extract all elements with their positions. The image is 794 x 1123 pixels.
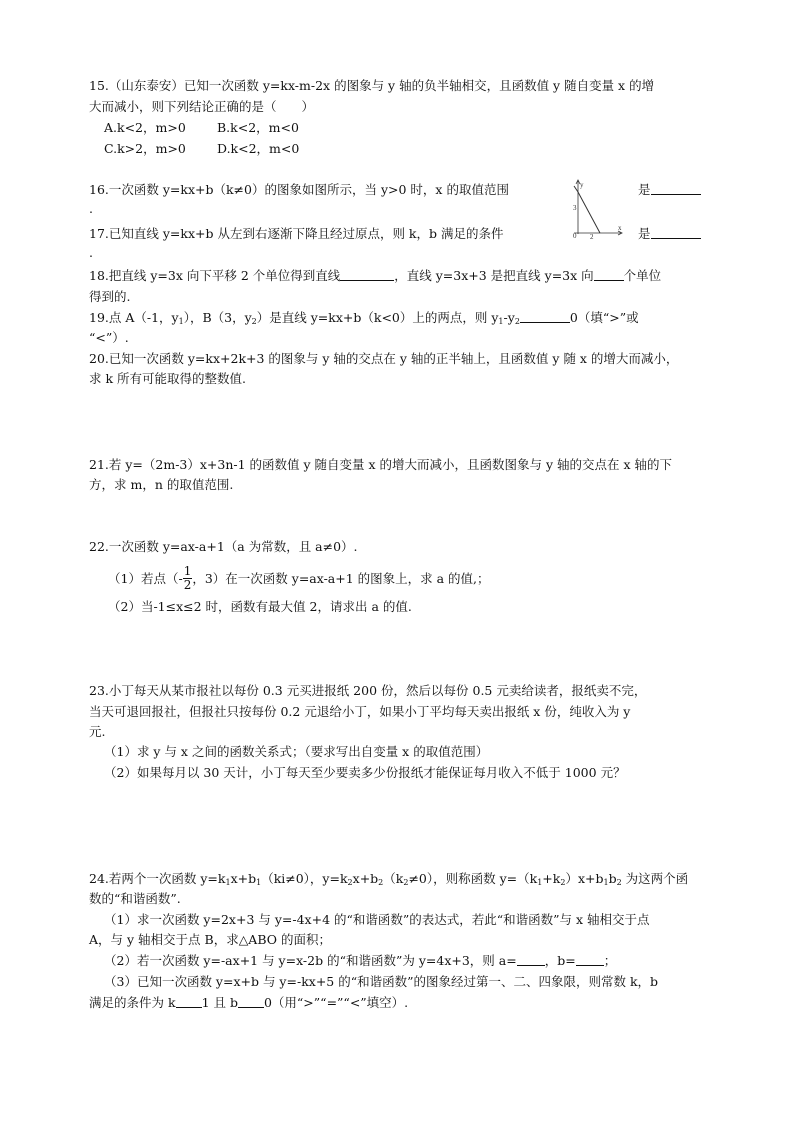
graph-x-intercept-label: 2: [590, 233, 594, 240]
q15-line2: 大而减小，则下列结论正确的是（ ）: [89, 99, 315, 114]
q18-blank-2: [594, 268, 624, 281]
graph-y-label: y: [580, 181, 584, 189]
q16-dot: .: [89, 201, 93, 216]
q20-line2: 求 k 所有可能取得的整数值.: [89, 371, 246, 386]
q24-line1: 24.若两个一次函数 $y=k_1x+b_1(ki\ne 0)$，$y=k_2x+b_2(k_2\ne 0)$，则称函数 $y=(k_1+k_2)x+b_1b_2$ 为这两个函: [89, 871, 689, 887]
q22-part1: （1）若点（- $\frac{1}{2}$ ，3）在一次函数 y=ax-a+1 的图象上，求 a 的值,；: [108, 564, 490, 592]
graph-function-line: [578, 192, 600, 233]
q24-part1-line2: A，与 y 轴相交于点 B，求△ABO 的面积；: [89, 932, 331, 947]
q19-line1: 19.点 A（-1，$y_1$），B（3，$y_2$）是直线 y=kx+b（k<0）上的两点，则 $y_1-y_2$ 0（填“>”或: [89, 310, 639, 326]
q19-line2: “<”）.: [89, 330, 129, 345]
q23-line2: 当天可退回报社，但报社只按每份 0.2 元退给小丁，如果小丁平均每天卖出报纸 x 份，纯收入为 y: [89, 704, 631, 719]
graph-x-label: x: [618, 224, 622, 232]
q22-fraction: $\frac{1}{2}$: [183, 564, 192, 592]
q24-part3-line2: 满足的条件为 k 1 且 b 0（用“>”“=”“<”填空）.: [89, 995, 409, 1010]
q21-line1: 21.若 y=（2m-3）x+3n-1 的函数值 y 随自变量 x 的增大而减小，且函数图象与 y 轴的交点在 x 轴的下: [89, 457, 673, 472]
q22-line1: 22.一次函数 y=ax-a+1（a 为常数，且 a≠0）.: [89, 539, 358, 554]
graph-line-extension: [574, 186, 578, 192]
q20-line1: 20.已知一次函数 y=kx+2k+3 的图象与 y 轴的交点在 y 轴的正半轴上，且函数值 y 随 x 的增大而减小，: [89, 351, 679, 366]
q17-blank: [651, 226, 701, 239]
q24-part3-line1: （3）已知一次函数 y=x+b 与 y=-kx+5 的“和谐函数”的图象经过第一、二、四象限，则常数 k，b: [104, 974, 659, 989]
q24-blank-b-sign: [238, 995, 264, 1008]
q16-blank: [651, 182, 701, 195]
q23-line3: 元.: [89, 724, 106, 739]
q16-answer: 是: [638, 182, 701, 198]
q16-text: 16.一次函数 y=kx+b（k≠0）的图象如图所示，当 y>0 时，x 的取值范围: [89, 182, 509, 197]
function-graph: [566, 176, 626, 240]
q18-line2: 得到的.: [89, 289, 131, 304]
q17-answer: 是: [638, 226, 701, 242]
q15-option-d: D.k<2，m<0: [217, 141, 300, 156]
q24-line2: 数的“和谐函数”.: [89, 891, 181, 906]
q15-line1: 15.（山东泰安）已知一次函数 y=kx-m-2x 的图象与 y 轴的负半轴相交，且函数值 y 随自变量 x 的增: [89, 78, 655, 93]
graph-y-intercept-label: 3: [573, 204, 577, 212]
q18-blank-1: [340, 268, 394, 281]
q15-option-a: A.k<2，m>0: [104, 120, 186, 135]
q22-part2: （2）当-1≤x≤2 时，函数有最大值 2，请求出 a 的值.: [108, 599, 412, 614]
q24-blank-k: [176, 995, 202, 1008]
q17-text: 17.已知直线 y=kx+b 从左到右逐渐下降且经过原点，则 k，b 满足的条件: [89, 226, 504, 241]
q18-line1: 18.把直线 y=3x 向下平移 2 个单位得到直线 ，直线 y=3x+3 是把直线 y=3x 向 个单位: [89, 268, 662, 283]
q19-blank: [520, 310, 570, 323]
q23-part1: （1）求 y 与 x 之间的函数关系式；（要求写出自变量 x 的取值范围）: [104, 744, 489, 759]
q21-line2: 方，求 m，n 的取值范围.: [89, 477, 234, 492]
q15-option-c: C.k>2，m>0: [104, 141, 186, 156]
q15-option-b: B.k<2，m<0: [217, 120, 299, 135]
graph-origin-label: 0: [573, 232, 577, 240]
q17-dot: .: [89, 245, 93, 260]
q23-line1: 23.小丁每天从某市报社以每份 0.3 元买进报纸 200 份，然后以每份 0.5 元卖给读者，报纸卖不完，: [89, 683, 647, 698]
q24-part1-line1: （1）求一次函数 y=2x+3 与 y=-4x+4 的“和谐函数”的表达式，若此“和谐函数”与 x 轴相交于点: [104, 912, 650, 927]
q24-part2: （2）若一次函数 y=-ax+1 与 y=x-2b 的“和谐函数”为 y=4x+3，则 a= ，b= ；: [104, 953, 617, 968]
q23-part2: （2）如果每月以 30 天计，小丁每天至少要卖多少份报纸才能保证每月收入不低于 1000 元？: [104, 765, 626, 780]
q24-blank-a: [517, 953, 545, 966]
q24-blank-b: [576, 953, 604, 966]
